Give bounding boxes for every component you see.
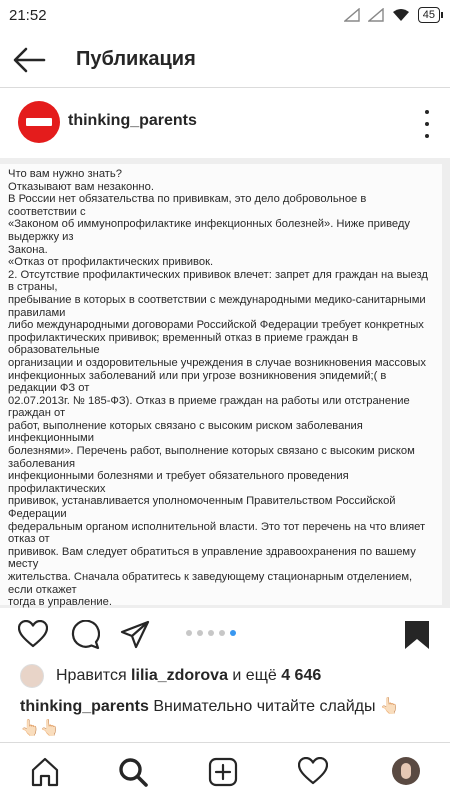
author-avatar[interactable] xyxy=(18,101,60,143)
document-line: тогда в управление. xyxy=(8,596,112,608)
document-line: жительства. Сначала обратитесь к заведующему стационарным отделением, если откажет xyxy=(8,571,413,596)
document-line: организации и оздоровительные учреждения в случае возникновения массовых xyxy=(8,356,426,369)
document-line: В России нет обязательства по прививкам, это дело добровольное в соответствии с xyxy=(8,193,367,218)
more-dots-icon xyxy=(425,110,429,114)
document-line: «Законом об иммунопрофилактике инфекционных болезней». Ниже приведу выдержку из xyxy=(8,218,411,243)
caption-text: Внимательно читайте слайды 👆🏻 xyxy=(148,698,400,715)
document-line: федеральным органом исполнительной власти. Это тот перечень на что влияет отказ от xyxy=(8,520,426,546)
post-caption xyxy=(20,696,440,740)
status-bar xyxy=(0,0,450,32)
document-line: профилактических прививок; временный отказ в приеме граждан в образовательные xyxy=(8,331,358,357)
status-time: 21:52 xyxy=(9,7,47,24)
send-icon xyxy=(120,620,150,650)
document-line: 02.07.2013г. № 185-ФЗ). Отказ в приеме граждан на работы или отстранение граждан от xyxy=(8,394,410,420)
likes-text[interactable] xyxy=(56,667,321,685)
document-line: болезнями». Перечень работ, выполнение которых связано с высоким риском заболевания xyxy=(8,445,415,470)
carousel-dot xyxy=(197,630,203,636)
bookmark-icon xyxy=(404,620,430,650)
carousel-dot-active xyxy=(230,630,236,636)
add-post-icon xyxy=(208,757,238,787)
likes-middle: и ещё xyxy=(227,667,282,684)
document-line: «Отказ от профилактических прививок. xyxy=(8,256,214,269)
wifi-icon xyxy=(392,8,410,22)
home-icon xyxy=(30,757,60,787)
carousel-indicator xyxy=(186,630,236,636)
post-actions xyxy=(0,608,450,658)
signal-icon xyxy=(344,8,360,22)
document-page xyxy=(0,164,442,608)
search-icon xyxy=(118,757,148,787)
nav-activity[interactable] xyxy=(298,757,328,787)
carousel-dot xyxy=(208,630,214,636)
page-title: Публикация xyxy=(76,48,196,70)
likes-row xyxy=(0,662,450,692)
likes-prefix: Нравится xyxy=(56,667,132,684)
nav-new-post[interactable] xyxy=(208,757,238,787)
like-button[interactable] xyxy=(18,620,48,653)
likes-count[interactable]: 4 646 xyxy=(281,667,322,684)
document-line: прививок. Вам следует обратиться в управление здравоохранения по вашему месту xyxy=(8,545,416,571)
carousel-dot xyxy=(186,630,192,636)
document-line: либо международными договорами Российской Федерации требует конкретных xyxy=(8,319,424,332)
document-line: инфекционными болезнями и требует обязательного проведения профилактических xyxy=(8,470,349,495)
nav-home[interactable] xyxy=(30,757,60,787)
document-line: инфекционных заболеваний или при угрозе возникновения эпидемий;( в редакции ФЗ от xyxy=(8,369,387,395)
more-dots-icon xyxy=(425,134,429,138)
document-line: Закона. xyxy=(8,243,48,256)
nav-profile-avatar[interactable] xyxy=(392,757,420,785)
document-line: работ, выполнение которых связано с высоким риском заболевания инфекционными xyxy=(8,419,363,445)
document-line: прививок, устанавливается уполномоченным Правительством Российской Федерации xyxy=(8,495,396,521)
status-icons xyxy=(344,7,440,23)
heart-icon xyxy=(298,757,328,785)
nav-search[interactable] xyxy=(118,757,148,787)
comment-button[interactable] xyxy=(70,620,100,655)
save-button[interactable] xyxy=(404,620,430,655)
comment-icon xyxy=(70,620,100,650)
post-header xyxy=(0,88,450,158)
battery-indicator: 45 xyxy=(418,7,440,23)
back-button[interactable] xyxy=(12,44,48,76)
document-line: пребывание в которых в соответствии с международными медико-санитарными правилами xyxy=(8,293,426,319)
document-text xyxy=(8,168,434,608)
author-username[interactable]: thinking_parents xyxy=(68,112,197,129)
heart-icon xyxy=(18,620,48,648)
more-options-button[interactable] xyxy=(422,110,432,138)
bottom-navigation xyxy=(0,742,450,800)
document-line: Отказывают вам незаконно. xyxy=(8,180,154,193)
caption-text-continued: 👆🏻👆🏻 xyxy=(20,720,60,737)
more-dots-icon xyxy=(425,122,429,126)
no-entry-icon xyxy=(26,118,52,126)
signal-icon xyxy=(368,8,384,22)
back-arrow-icon xyxy=(12,44,48,76)
liker-avatar[interactable] xyxy=(20,664,44,688)
app-bar xyxy=(0,32,450,88)
post-image[interactable] xyxy=(0,158,450,608)
caption-username[interactable]: thinking_parents xyxy=(20,698,149,715)
liker-username[interactable]: lilia_zdorova xyxy=(131,667,228,684)
document-line: 2. Отсутствие профилактических прививок влечет: запрет для граждан на выезд в страны, xyxy=(8,268,428,294)
document-line: Что вам нужно знать? xyxy=(8,168,122,180)
share-button[interactable] xyxy=(120,620,150,655)
carousel-dot xyxy=(219,630,225,636)
